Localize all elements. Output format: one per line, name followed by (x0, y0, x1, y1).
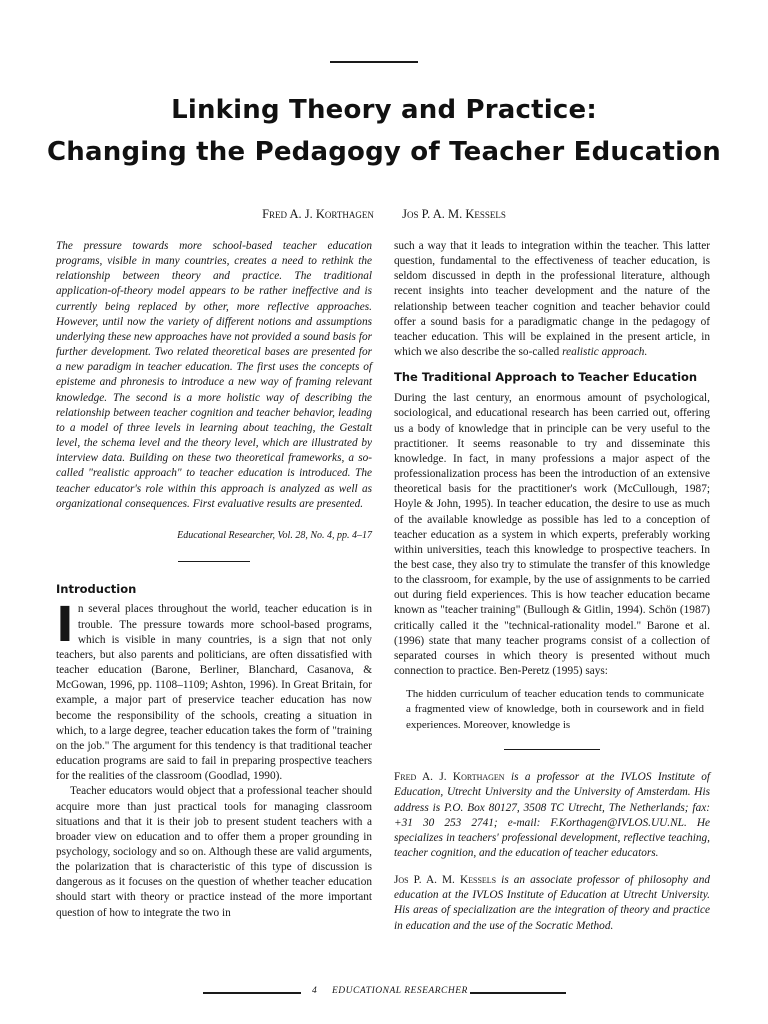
traditional-approach-heading: The Traditional Approach to Teacher Education (394, 370, 698, 385)
drop-cap: I (56, 597, 74, 654)
citation: Educational Researcher, Vol. 28, No. 4, pp. 4–17 (177, 529, 372, 541)
footer-rule-right (470, 992, 566, 994)
top-rule (330, 61, 418, 63)
right-column (394, 239, 710, 934)
block-quote: The hidden curriculum of teacher education tends to communicate a fragmented view of knowledge, both in coursework and in field experiences. Moreover, knowledge is (406, 688, 704, 731)
title-line-1: Linking Theory and Practice: (171, 95, 597, 125)
footer-rule-left (203, 992, 301, 994)
author-1: Fred A. J. Korthagen (262, 207, 374, 221)
left-column (56, 239, 372, 921)
abstract-divider (178, 561, 250, 563)
page-number: 4 (312, 986, 318, 996)
bio-divider (504, 749, 600, 751)
traditional-approach-paragraph: During the last century, an enormous amount of psychological, sociological, and educational research has been carried out, offering us a body of knowledge that in principle can be very useful to the practitioner. It seems reasonable to try and disseminate this knowledge. In fact, in many professions a major aspect of the professionalization process has been the introduction of an extensive theoretical basis for the practitioner's work (McCullough, 1987; Hoyle & John, 1995). In teacher education, the desire to use as much of the available knowledge as possible has led to a conception of teacher education as a system in which experts, preferably working within universities, teach this knowledge to prospective teachers. In the best case, they also try to stimulate the transfer of this knowledge to the classroom, for example, by the use of assignments to be carried out during field experiences. This is how teacher education became known as "teacher training" (Bullough & Gitlin, 1994). Schön (1987) critically called it the "technical-rationality model." Barone et al. (1996) state that many teacher programs consist of a collection of separated courses in which theory is presented without much connection to practice. Ben-Peretz (1995) says: (394, 392, 710, 678)
authors (0, 207, 768, 222)
bio-korthagen: Fred A. J. Korthagen is a professor at the IVLOS Institute of Education, Utrecht University and the University of Amsterdam. His address is P.O. Box 80127, 3508 TC Utrecht, The Netherlands; fax: +31 30 253 2741; e-mail: F.Korthagen@IVLOS.UU.NL. He specializes in teachers' professional development, reflective teaching, teacher cognition, and the education of teacher educators. (394, 771, 710, 859)
author-2: Jos P. A. M. Kessels (402, 207, 506, 221)
continued-paragraph: such a way that it leads to integration within the teacher. This latter question, fundamental to the effectiveness of teacher education, is seldom discussed in depth in the professional literature, although recent insights into teacher development and the nature of the relationship between teacher cognition and teacher behavior could offer a sound basis for a paradigmatic change in the pedagogy of teacher education. This will be explained in the present article, in which we also describe the so-called realistic approach. (394, 240, 710, 359)
intro-heading: Introduction (56, 582, 137, 597)
intro-paragraph-1: In several places throughout the world, teacher education is in trouble. The pressure towards more school-based programs, which is visible in many countries, is a sign that not only teachers, but also parents and politicians, are often dissatisfied with teacher education (Barone, Berliner, Blanchard, Casanova, & McGowan, 1996, pp. 1108–1109; Ashton, 1996). In Great Britain, for example, a major part of preservice teacher education has now become the responsibility of the schools, creating a situation in which, to a large degree, teacher education takes the form of "training on the job." The argument for this tendency is that traditional teacher education programs are said to fail in preparing prospective teachers for the realities of the classroom (Goodlad, 1990). (56, 597, 372, 783)
journal-name: EDUCATIONAL RESEARCHER (332, 986, 468, 996)
title-line-2: Changing the Pedagogy of Teacher Education (47, 137, 721, 167)
abstract: The pressure towards more school-based teacher education programs, visible in many countries, creates a need to rethink the relationship between theory and practice. The traditional application-of-theory model appears to be rather ineffective and is currently being replaced by other, more reflective approaches. However, until now the variety of different notions and assumptions underlying these new approaches have not provided a sound basis for further development. Two related theoretical bases are presented for a new paradigm in teacher education. The first uses the concepts of episteme and phronesis to introduce a new way of framing relevant knowledge. The second is a more holistic way of describing the relationship between teacher cognition and teacher behavior, leading to a model of three levels in learning about teaching, the Gestalt level, the schema level and the theory level, which are illustrated by interview data. Building on these two theoretical frameworks, a so-called "realistic approach" to teacher education is introduced. The teacher educator's role within this approach is analyzed as well as organizational consequences. First evaluative results are presented. (56, 240, 372, 510)
page-footer (0, 986, 768, 1000)
bio-kessels: Jos P. A. M. Kessels is an associate professor of philosophy and education at the IVLOS Institute of Education at Utrecht University. His areas of specialization are the integration of theory and practice in education and the use of the Socratic Method. (394, 874, 710, 932)
intro-paragraph-2: Teacher educators would object that a professional teacher should acquire more than just practical tools for managing classroom situations and that it is their job to present student teachers with a broader view on education and to offer them a proper grounding in psychology, sociology and so on. Although these are valid arguments, the polarization that is characteristic of this type of discussion is dangerous as it focuses on the question of whether teacher education should start with theory or practice instead of the more important question of how to integrate the two in (56, 785, 372, 919)
